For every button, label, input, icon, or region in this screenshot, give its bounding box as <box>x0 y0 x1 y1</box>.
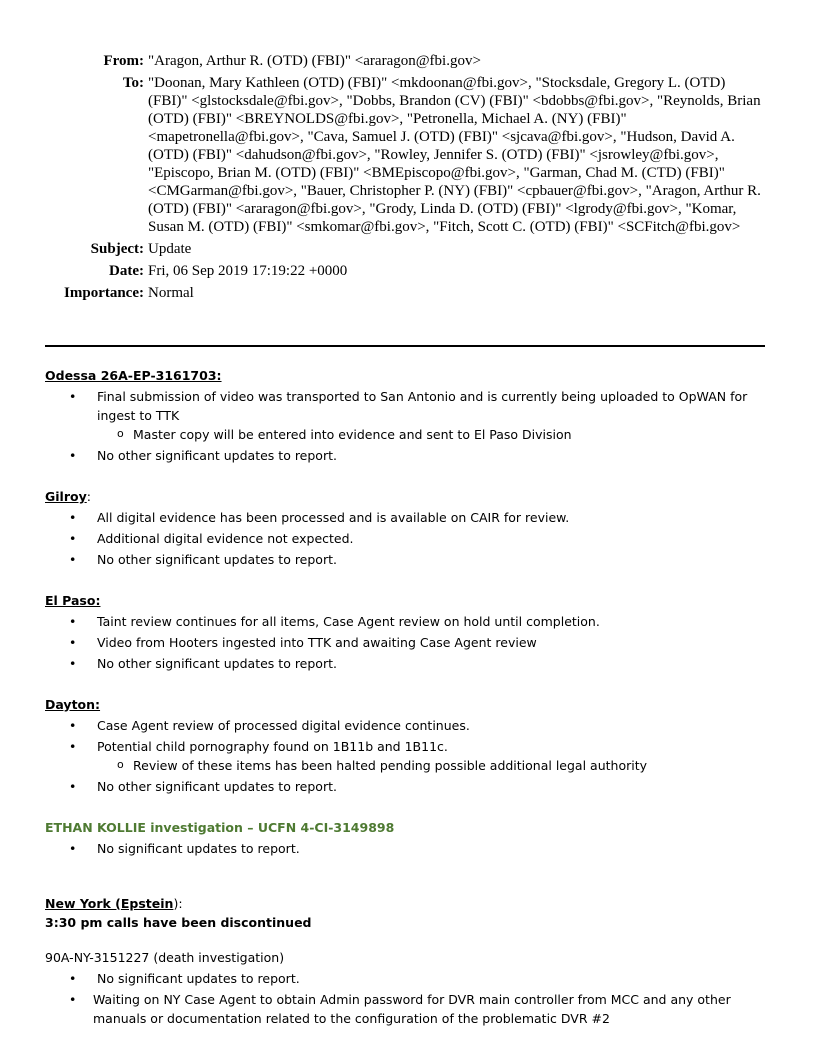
importance-label: Importance: <box>64 285 144 301</box>
section-title-kollie: ETHAN KOLLIE investigation – UCFN 4-CI-3149898 <box>45 820 395 835</box>
to-row <box>0 74 816 236</box>
from-value: "Aragon, Arthur R. (OTD) (FBI)" <araragon@fbi.gov> <box>148 53 481 69</box>
bullet-list <box>45 508 775 569</box>
sub-bullet-list <box>45 756 775 775</box>
section-odessa <box>45 366 775 465</box>
list-item: • No significant updates to report. <box>45 969 775 988</box>
case-number: 90A-NY-3151227 (death investigation) <box>45 950 285 965</box>
list-item-text: Final submission of video was transported to San Antonio and is currently being uploaded to OpWAN for ingest to TTK <box>97 389 748 423</box>
bullet-list <box>45 716 775 796</box>
header-divider <box>45 345 765 347</box>
section-title-newyork-c: ) <box>173 896 179 911</box>
bullet-list <box>45 969 775 1028</box>
sub-list-item: o Master copy will be entered into evidence and sent to El Paso Division <box>45 425 775 444</box>
list-item <box>45 387 775 444</box>
list-item: • No other significant updates to report. <box>45 654 775 673</box>
list-item: • All digital evidence has been processed and is available on CAIR for review. <box>45 508 775 527</box>
spacer <box>45 571 775 591</box>
section-subtitle-newyork: 3:30 pm calls have been discontinued <box>45 915 312 930</box>
section-title-odessa: Odessa 26A-EP-3161703: <box>45 368 222 383</box>
section-title-newyork-suffix: : <box>178 896 183 911</box>
list-item: • No other significant updates to report. <box>45 446 775 465</box>
section-elpaso <box>45 591 775 673</box>
subject-value: Update <box>148 241 192 257</box>
section-title-newyork <box>45 894 775 913</box>
section-title-newyork-b: Epstein <box>120 896 174 911</box>
date-row <box>0 262 816 280</box>
spacer <box>45 798 775 818</box>
section-gilroy <box>45 487 775 569</box>
sub-list-item: o Review of these items has been halted pending possible additional legal authority <box>45 756 775 775</box>
section-title-gilroy: Gilroy <box>45 489 87 504</box>
list-item: • Case Agent review of processed digital evidence continues. <box>45 716 775 735</box>
list-item: • Taint review continues for all items, Case Agent review on hold until completion. <box>45 612 775 631</box>
date-label: Date: <box>109 263 144 279</box>
subject-row <box>0 240 816 258</box>
importance-row <box>0 284 816 302</box>
from-label: From: <box>103 53 144 69</box>
spacer <box>45 860 775 894</box>
list-item: • Additional digital evidence not expected. <box>45 529 775 548</box>
list-item: • Video from Hooters ingested into TTK and awaiting Case Agent review <box>45 633 775 652</box>
list-item: • Waiting on NY Case Agent to obtain Admin password for DVR main controller from MCC and any other manuals or documentation related to the configuration of the problematic DVR #2 <box>45 990 775 1028</box>
bullet-list <box>45 839 775 858</box>
to-label: To: <box>122 75 144 91</box>
date-value: Fri, 06 Sep 2019 17:19:22 +0000 <box>148 263 348 279</box>
section-title-elpaso: El Paso: <box>45 593 101 608</box>
email-header <box>0 52 816 306</box>
spacer <box>45 675 775 695</box>
spacer <box>45 467 775 487</box>
list-item-text: Potential child pornography found on 1B11b and 1B11c. <box>97 739 448 754</box>
section-title-dayton: Dayton: <box>45 697 101 712</box>
list-item: • No significant updates to report. <box>45 839 775 858</box>
subject-label: Subject: <box>90 241 144 257</box>
section-kollie <box>45 818 775 858</box>
bullet-list <box>45 612 775 673</box>
list-item: • No other significant updates to report. <box>45 777 775 796</box>
importance-value: Normal <box>148 285 194 301</box>
list-item: • No other significant updates to report. <box>45 550 775 569</box>
section-newyork <box>45 894 775 1028</box>
to-value: "Doonan, Mary Kathleen (OTD) (FBI)" <mkdoonan@fbi.gov>, "Stocksdale, Gregory L. (OTD) (FBI)" <glstocksdale@fbi.gov>, "Dobbs, Brandon (CV) (FBI)" <bdobbs@fbi.gov>, "Reynolds, Brian (OTD) (FBI)" <BREYNOLDS@fbi.gov>, "Petronella, Michael A. (NY) (FBI)" <mapetronella@fbi.gov>, "Cava, Samuel J. (OTD) (FBI)" <sjcava@fbi.gov>, "Hudson, David A. (OTD) (FBI)" <dahudson@fbi.gov>, "Rowley, Jennifer S. (OTD) (FBI)" <jsrowley@fbi.gov>, "Episcopo, Brian M. (OTD) (FBI)" <BMEpiscopo@fbi.gov>, "Garman, Chad M. (CTD) (FBI)" <CMGarman@fbi.gov>, "Bauer, Christopher P. (NY) (FBI)" <cpbauer@fbi.gov>, "Aragon, Arthur R. (OTD) (FBI)" <araragon@fbi.gov>, "Grody, Linda D. (OTD) (FBI)" <lgrody@fbi.gov>, "Komar, Susan M. (OTD) (FBI)" <smkomar@fbi.gov>, "Fitch, Scott C. (OTD) (FBI)" <SCFitch@fbi.gov> <box>148 75 761 235</box>
section-title-gilroy-suffix: : <box>86 489 91 504</box>
section-dayton <box>45 695 775 796</box>
bullet-list <box>45 387 775 465</box>
spacer <box>45 932 775 942</box>
sub-bullet-list <box>45 425 775 444</box>
section-title-newyork-a: New York ( <box>45 896 121 911</box>
list-item <box>45 737 775 775</box>
from-row <box>0 52 816 70</box>
email-body <box>45 366 775 1030</box>
